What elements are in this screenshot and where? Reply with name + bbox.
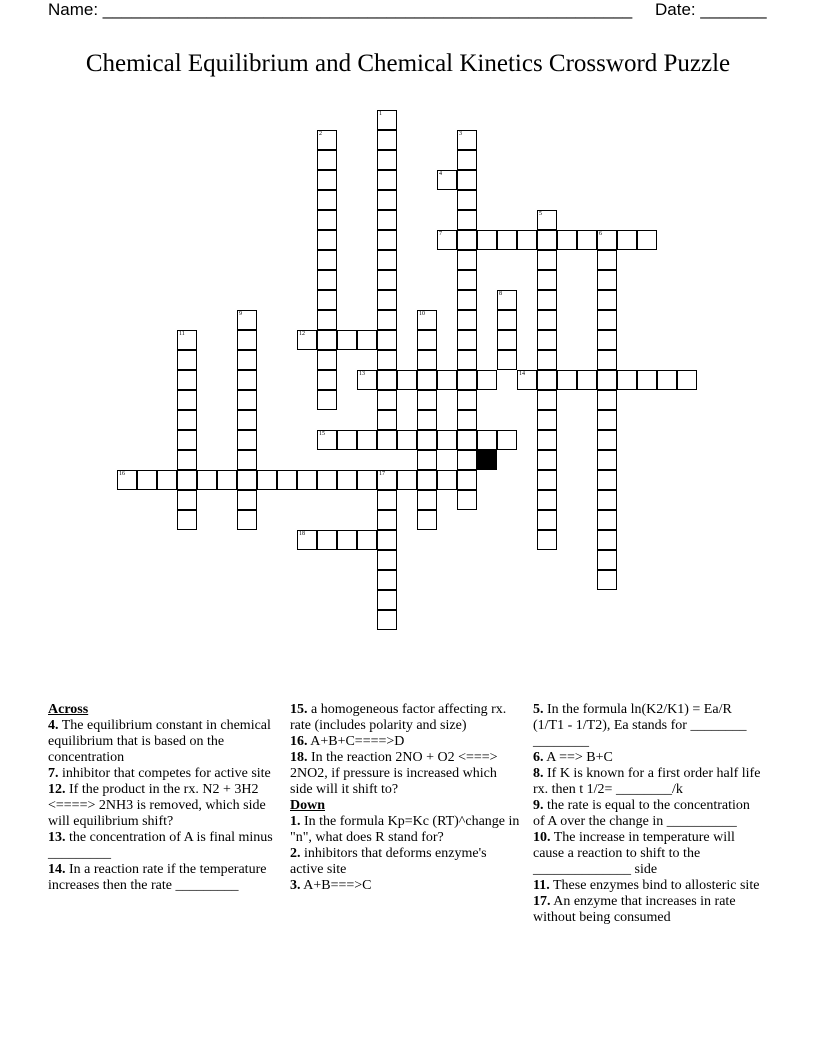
grid-cell[interactable] (297, 330, 317, 350)
clue-text: An enzyme that increases in rate without being consumed (533, 894, 736, 925)
cell-number: 8 (499, 291, 502, 297)
grid-cell[interactable] (537, 490, 557, 510)
name-field-label: Name: ________________________________________________________ (48, 0, 633, 19)
grid-cell[interactable] (237, 350, 257, 370)
clue-item (290, 750, 522, 798)
clue-text: These enzymes bind to allosteric site (549, 878, 760, 893)
grid-cell[interactable] (537, 510, 557, 530)
grid-cell[interactable] (597, 510, 617, 530)
grid-cell[interactable] (497, 310, 517, 330)
grid-cell[interactable] (377, 530, 397, 550)
grid-cell[interactable] (537, 330, 557, 350)
grid-cell[interactable] (277, 470, 297, 490)
cell-number: 7 (439, 231, 442, 237)
grid-cell[interactable] (317, 230, 337, 250)
clue-section-heading: Across (48, 702, 89, 717)
grid-cell[interactable] (377, 510, 397, 530)
grid-cell[interactable] (337, 470, 357, 490)
clue-text: inhibitors that deforms enzyme's active site (290, 846, 487, 877)
grid-cell[interactable] (317, 430, 337, 450)
grid-cell[interactable] (417, 510, 437, 530)
grid-cell[interactable] (237, 330, 257, 350)
grid-cell[interactable] (597, 430, 617, 450)
grid-cell[interactable] (457, 230, 477, 250)
grid-cell[interactable] (497, 330, 517, 350)
grid-cell[interactable] (497, 230, 517, 250)
grid-cell[interactable] (317, 330, 337, 350)
clue-text: inhibitor that competes for active site (58, 766, 271, 781)
clue-item (48, 830, 280, 862)
grid-cell[interactable] (537, 470, 557, 490)
black-cell (477, 450, 497, 470)
cell-number: 13 (359, 371, 365, 377)
grid-cell[interactable] (537, 450, 557, 470)
grid-cell[interactable] (377, 250, 397, 270)
clue-text: In a reaction rate if the temperature increases then the rate _________ (48, 862, 267, 893)
clue-item (533, 750, 765, 766)
grid-cell[interactable] (377, 590, 397, 610)
clues-column-2 (290, 702, 522, 894)
grid-cell[interactable] (377, 430, 397, 450)
grid-cell[interactable] (597, 310, 617, 330)
grid-cell[interactable] (377, 270, 397, 290)
grid-cell[interactable] (457, 250, 477, 270)
grid-cell[interactable] (537, 210, 557, 230)
grid-cell[interactable] (677, 370, 697, 390)
grid-cell[interactable] (177, 430, 197, 450)
grid-cell[interactable] (297, 470, 317, 490)
grid-cell[interactable] (377, 170, 397, 190)
clue-text: the rate is equal to the concentration of A over the change in __________ (533, 798, 750, 829)
clue-number: 16. (290, 734, 308, 749)
cell-number: 1 (379, 111, 382, 117)
grid-cell[interactable] (597, 230, 617, 250)
grid-cell[interactable] (417, 470, 437, 490)
grid-cell[interactable] (397, 470, 417, 490)
grid-cell[interactable] (317, 190, 337, 210)
grid-cell[interactable] (377, 370, 397, 390)
grid-cell[interactable] (237, 470, 257, 490)
grid-cell[interactable] (437, 370, 457, 390)
grid-cell[interactable] (357, 470, 377, 490)
cell-number: 10 (419, 311, 425, 317)
grid-cell[interactable] (257, 470, 277, 490)
grid-cell[interactable] (377, 470, 397, 490)
cell-number: 5 (539, 211, 542, 217)
clue-text: a homogeneous factor affecting rx. rate (includes polarity and size) (290, 702, 507, 733)
grid-cell[interactable] (537, 370, 557, 390)
grid-cell[interactable] (597, 410, 617, 430)
clue-item (533, 766, 765, 798)
grid-cell[interactable] (537, 430, 557, 450)
grid-cell[interactable] (597, 550, 617, 570)
grid-cell[interactable] (237, 410, 257, 430)
cell-number: 12 (299, 331, 305, 337)
grid-cell[interactable] (317, 350, 337, 370)
grid-cell[interactable] (457, 390, 477, 410)
grid-cell[interactable] (237, 390, 257, 410)
grid-cell[interactable] (637, 370, 657, 390)
clue-number: 9. (533, 798, 544, 813)
clue-number: 18. (290, 750, 308, 765)
clues-column-3 (533, 702, 765, 926)
grid-cell[interactable] (377, 330, 397, 350)
grid-cell[interactable] (317, 150, 337, 170)
grid-cell[interactable] (397, 370, 417, 390)
grid-cell[interactable] (417, 370, 437, 390)
grid-cell[interactable] (357, 430, 377, 450)
grid-cell[interactable] (437, 430, 457, 450)
clue-number: 4. (48, 718, 59, 733)
grid-cell[interactable] (177, 370, 197, 390)
cell-number: 16 (119, 471, 125, 477)
grid-cell[interactable] (237, 310, 257, 330)
clue-item (533, 798, 765, 830)
clue-item (48, 718, 280, 766)
grid-cell[interactable] (337, 530, 357, 550)
clue-item (533, 878, 765, 894)
clue-number: 14. (48, 862, 66, 877)
grid-cell[interactable] (517, 230, 537, 250)
grid-cell[interactable] (537, 410, 557, 430)
clue-item (290, 814, 522, 846)
grid-cell[interactable] (317, 170, 337, 190)
grid-cell[interactable] (137, 470, 157, 490)
clue-text: In the formula Kp=Kc (RT)^change in "n", what does R stand for? (290, 814, 520, 845)
clue-text: A ==> B+C (543, 750, 613, 765)
clue-item (48, 862, 280, 894)
grid-cell[interactable] (237, 430, 257, 450)
clue-item (290, 734, 522, 750)
grid-cell[interactable] (497, 350, 517, 370)
grid-cell[interactable] (337, 330, 357, 350)
grid-cell[interactable] (477, 370, 497, 390)
clue-number: 6. (533, 750, 544, 765)
clue-number: 10. (533, 830, 551, 845)
clue-number: 5. (533, 702, 544, 717)
grid-cell[interactable] (377, 550, 397, 570)
grid-cell[interactable] (457, 190, 477, 210)
grid-cell[interactable] (177, 410, 197, 430)
grid-cell[interactable] (457, 350, 477, 370)
grid-cell[interactable] (177, 390, 197, 410)
cell-number: 18 (299, 531, 305, 537)
grid-cell[interactable] (617, 230, 637, 250)
cell-number: 3 (459, 131, 462, 137)
cell-number: 4 (439, 171, 442, 177)
grid-cell[interactable] (457, 370, 477, 390)
grid-cell[interactable] (457, 430, 477, 450)
grid-cell[interactable] (597, 490, 617, 510)
grid-cell[interactable] (177, 490, 197, 510)
grid-cell[interactable] (537, 530, 557, 550)
cell-number: 6 (599, 231, 602, 237)
clue-item (533, 702, 765, 750)
grid-cell[interactable] (597, 290, 617, 310)
grid-cell[interactable] (457, 310, 477, 330)
grid-cell[interactable] (437, 470, 457, 490)
clue-item (533, 830, 765, 878)
grid-cell[interactable] (457, 470, 477, 490)
grid-cell[interactable] (597, 530, 617, 550)
grid-cell[interactable] (317, 370, 337, 390)
grid-cell[interactable] (537, 230, 557, 250)
clue-text: A+B===>C (300, 878, 372, 893)
grid-cell[interactable] (317, 130, 337, 150)
clue-number: 17. (533, 894, 551, 909)
grid-cell[interactable] (357, 330, 377, 350)
grid-cell[interactable] (237, 450, 257, 470)
grid-cell[interactable] (577, 230, 597, 250)
grid-cell[interactable] (597, 330, 617, 350)
clue-text: the concentration of A is final minus _________ (48, 830, 273, 861)
grid-cell[interactable] (237, 510, 257, 530)
grid-cell[interactable] (597, 390, 617, 410)
grid-cell[interactable] (597, 470, 617, 490)
date-field-label: Date: _______ (655, 0, 767, 19)
grid-cell[interactable] (557, 230, 577, 250)
clues-column-1 (48, 702, 280, 894)
page-title: Chemical Equilibrium and Chemical Kinetics Crossword Puzzle (85, 50, 731, 77)
clue-number: 11. (533, 878, 550, 893)
grid-cell[interactable] (537, 390, 557, 410)
grid-cell[interactable] (577, 370, 597, 390)
cell-number: 15 (319, 431, 325, 437)
grid-cell[interactable] (377, 290, 397, 310)
grid-cell[interactable] (537, 350, 557, 370)
grid-cell[interactable] (597, 570, 617, 590)
grid-cell[interactable] (317, 290, 337, 310)
clue-number: 7. (48, 766, 59, 781)
clue-item (290, 878, 522, 894)
grid-cell[interactable] (397, 430, 417, 450)
grid-cell[interactable] (417, 450, 437, 470)
grid-cell[interactable] (497, 430, 517, 450)
grid-cell[interactable] (597, 270, 617, 290)
grid-cell[interactable] (317, 210, 337, 230)
grid-cell[interactable] (457, 330, 477, 350)
clue-item (48, 766, 280, 782)
grid-cell[interactable] (417, 390, 437, 410)
grid-cell[interactable] (377, 190, 397, 210)
clue-number: 3. (290, 878, 301, 893)
cell-number: 2 (319, 131, 322, 137)
clue-section-heading: Down (290, 798, 326, 813)
grid-cell[interactable] (377, 110, 397, 130)
grid-cell[interactable] (177, 510, 197, 530)
grid-cell[interactable] (637, 230, 657, 250)
grid-cell[interactable] (477, 430, 497, 450)
grid-cell[interactable] (377, 150, 397, 170)
grid-cell[interactable] (417, 430, 437, 450)
grid-cell[interactable] (377, 310, 397, 330)
grid-cell[interactable] (377, 230, 397, 250)
grid-cell[interactable] (437, 170, 457, 190)
grid-cell[interactable] (377, 610, 397, 630)
grid-cell[interactable] (457, 290, 477, 310)
cell-number: 14 (519, 371, 525, 377)
clue-item (533, 894, 765, 926)
grid-cell[interactable] (197, 470, 217, 490)
clue-number: 15. (290, 702, 308, 717)
grid-cell[interactable] (317, 310, 337, 330)
grid-cell[interactable] (337, 430, 357, 450)
grid-cell[interactable] (417, 410, 437, 430)
cell-number: 9 (239, 311, 242, 317)
grid-cell[interactable] (537, 250, 557, 270)
grid-cell[interactable] (497, 290, 517, 310)
clue-item (290, 702, 522, 734)
grid-cell[interactable] (617, 370, 637, 390)
grid-cell[interactable] (457, 130, 477, 150)
grid-cell[interactable] (457, 410, 477, 430)
grid-cell[interactable] (537, 290, 557, 310)
grid-cell[interactable] (557, 370, 577, 390)
clue-number: 13. (48, 830, 66, 845)
grid-cell[interactable] (457, 490, 477, 510)
grid-cell[interactable] (237, 370, 257, 390)
grid-cell[interactable] (597, 450, 617, 470)
grid-cell[interactable] (217, 470, 237, 490)
grid-cell[interactable] (457, 210, 477, 230)
grid-cell[interactable] (537, 310, 557, 330)
clue-item (48, 782, 280, 830)
clue-number: 12. (48, 782, 66, 797)
grid-cell[interactable] (417, 330, 437, 350)
grid-cell[interactable] (597, 250, 617, 270)
grid-cell[interactable] (597, 370, 617, 390)
grid-cell[interactable] (317, 390, 337, 410)
grid-cell[interactable] (417, 350, 437, 370)
cell-number: 17 (379, 471, 385, 477)
clue-text: If K is known for a first order half life rx. then t 1/2= ________/k (533, 766, 761, 797)
clue-text: The equilibrium constant in chemical equilibrium that is based on the concentration (48, 718, 271, 765)
clue-item (290, 846, 522, 878)
grid-cell[interactable] (177, 350, 197, 370)
grid-cell[interactable] (457, 150, 477, 170)
grid-cell[interactable] (357, 370, 377, 390)
grid-cell[interactable] (177, 330, 197, 350)
grid-cell[interactable] (517, 370, 537, 390)
grid-cell[interactable] (317, 250, 337, 270)
clue-number: 8. (533, 766, 544, 781)
clue-text: A+B+C====>D (307, 734, 405, 749)
grid-cell[interactable] (177, 450, 197, 470)
grid-cell[interactable] (417, 490, 437, 510)
grid-cell[interactable] (297, 530, 317, 550)
grid-cell[interactable] (417, 310, 437, 330)
grid-cell[interactable] (657, 370, 677, 390)
clue-text: The increase in temperature will cause a reaction to shift to the ______________ side (533, 830, 735, 877)
clue-number: 2. (290, 846, 301, 861)
grid-cell[interactable] (377, 570, 397, 590)
grid-cell[interactable] (157, 470, 177, 490)
grid-cell[interactable] (377, 130, 397, 150)
grid-cell[interactable] (437, 230, 457, 250)
grid-cell[interactable] (537, 270, 557, 290)
grid-cell[interactable] (457, 270, 477, 290)
clue-text: In the formula ln(K2/K1) = Ea/R (1/T1 - 1/T2), Ea stands for ________ ________ (533, 702, 747, 749)
grid-cell[interactable] (457, 450, 477, 470)
grid-cell[interactable] (377, 490, 397, 510)
grid-cell[interactable] (477, 230, 497, 250)
grid-cell[interactable] (357, 530, 377, 550)
grid-cell[interactable] (377, 390, 397, 410)
grid-cell[interactable] (317, 470, 337, 490)
grid-cell[interactable] (317, 270, 337, 290)
grid-cell[interactable] (597, 350, 617, 370)
clue-text: If the product in the rx. N2 + 3H2 <====> 2NH3 is removed, which side will equilibrium shift? (48, 782, 266, 829)
grid-cell[interactable] (237, 490, 257, 510)
grid-cell[interactable] (377, 410, 397, 430)
clue-text: In the reaction 2NO + O2 <===> 2NO2, if pressure is increased which side will it shift to? (290, 750, 498, 797)
grid-cell[interactable] (317, 530, 337, 550)
grid-cell[interactable] (377, 350, 397, 370)
grid-cell[interactable] (377, 210, 397, 230)
clue-number: 1. (290, 814, 301, 829)
grid-cell[interactable] (177, 470, 197, 490)
grid-cell[interactable] (457, 170, 477, 190)
cell-number: 11 (179, 331, 185, 337)
grid-cell[interactable] (117, 470, 137, 490)
